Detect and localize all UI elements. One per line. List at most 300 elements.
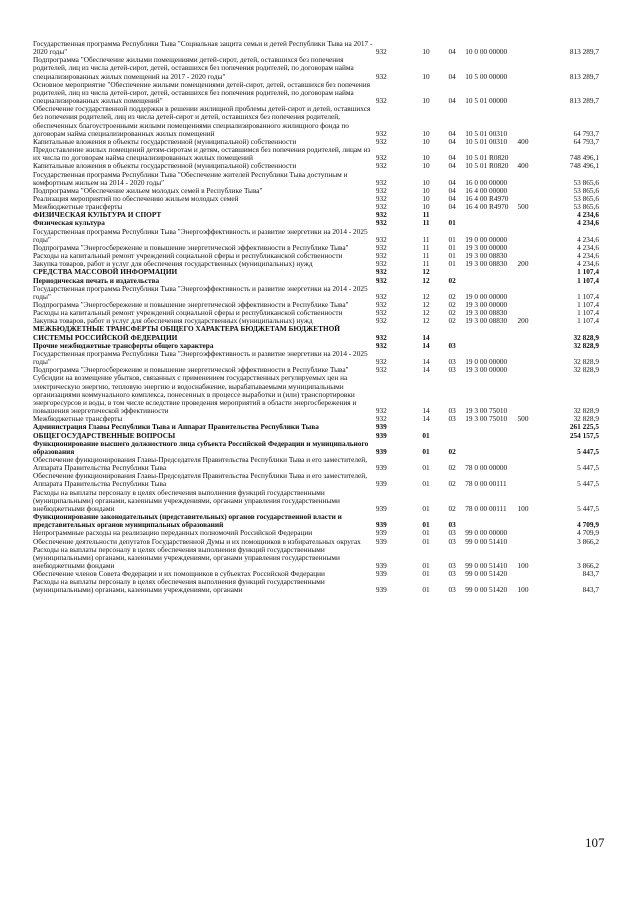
row-section-code: 10 <box>422 193 430 203</box>
row-amount: 3 866,2 <box>577 561 599 570</box>
table-row <box>33 456 599 472</box>
table-row <box>33 211 599 219</box>
row-subsection-code <box>439 432 465 440</box>
row-subsection-code: 02 <box>448 275 456 285</box>
row-amount: 1 107,4 <box>577 291 599 301</box>
row-section-code: 10 <box>422 202 430 212</box>
row-subsection-code: 04 <box>448 136 456 146</box>
row-section-code: 14 <box>422 340 430 350</box>
row-ministry-code: 932 <box>375 234 387 244</box>
row-expense-type <box>518 228 543 244</box>
row-ministry-code: 932 <box>375 357 387 367</box>
row-subsection-code: 04 <box>448 128 456 138</box>
row-expense-type <box>518 456 543 472</box>
row-subsection-code: 03 <box>448 528 456 538</box>
row-target-article: 19 3 00 75010 <box>465 406 508 416</box>
row-target-article: 19 0 00 00000 <box>465 357 508 367</box>
row-amount: 1 107,4 <box>577 300 599 309</box>
row-expense-type: 200 <box>517 316 529 326</box>
row-description: Расходы на выплаты персоналу в целях обеспечения выполнения функций государственными (муниципальными) органами, казенными учреждениями, органами управления государственными внебюджетными фондами <box>33 487 340 513</box>
row-subsection-code: 02 <box>448 316 456 326</box>
row-amount: 32 828,9 <box>573 414 599 424</box>
row-target-article: 16 4 00 00000 <box>465 185 508 195</box>
row-amount: 261 225,5 <box>569 422 599 432</box>
table-row <box>33 350 599 366</box>
row-subsection-code: 01 <box>448 242 456 252</box>
row-section-code: 10 <box>422 96 430 106</box>
budget-table-body <box>33 40 599 595</box>
row-subsection-code <box>439 325 465 341</box>
row-section-code: 14 <box>422 365 430 375</box>
row-target-article: 10 5 01 00310 <box>465 128 508 138</box>
row-target-article <box>465 423 517 431</box>
row-target-article: 10 5 01 00000 <box>465 96 508 106</box>
row-section-code: 11 <box>422 210 430 220</box>
row-amount: 64 793,7 <box>573 136 599 146</box>
row-ministry-code: 932 <box>375 365 387 375</box>
row-description: Непрограммные расходы на реализацию переданных полномочий Российской Федерации <box>33 528 313 538</box>
row-subsection-code: 02 <box>448 291 456 301</box>
row-expense-type: 100 <box>517 585 529 595</box>
row-amount: 748 496,1 <box>569 161 599 171</box>
row-target-article: 10 5 01 00310 <box>465 136 508 146</box>
row-subsection-code: 04 <box>448 47 456 57</box>
row-subsection-code: 03 <box>448 520 456 530</box>
row-ministry-code: 932 <box>375 136 387 146</box>
row-section-code: 14 <box>422 332 430 342</box>
row-section-code: 11 <box>422 242 430 252</box>
row-section-code: 01 <box>422 479 430 489</box>
row-description: Подпрограмма "Энергосбережение и повышение энергетической эффективности в Республике Тыва" <box>33 365 349 375</box>
row-section-code: 10 <box>422 153 430 163</box>
row-subsection-code: 01 <box>448 251 456 261</box>
row-section-code: 10 <box>422 71 430 81</box>
row-ministry-code: 932 <box>375 332 387 342</box>
row-description: МЕЖБЮДЖЕТНЫЕ ТРАНСФЕРТЫ ОБЩЕГО ХАРАКТЕРА БЮДЖЕТАМ БЮДЖЕТНОЙ СИСТЕМЫ РОССИЙСКОЙ ФЕДЕРАЦИИ <box>33 324 340 342</box>
table-row <box>33 40 599 56</box>
row-subsection-code: 03 <box>448 340 456 350</box>
row-subsection-code: 01 <box>448 218 456 228</box>
row-description: Закупка товаров, работ и услуг для обеспечения государственных (муниципальных) нужд <box>33 316 313 326</box>
row-description: Подпрограмма "Обеспечение жильем молодых семей в Республике Тыва" <box>33 185 263 195</box>
row-amount: 813 289,7 <box>569 71 599 81</box>
table-row <box>33 81 599 105</box>
row-section-code: 12 <box>422 316 430 326</box>
row-amount: 64 793,7 <box>573 128 599 138</box>
row-expense-type <box>518 342 543 350</box>
row-section-code: 11 <box>422 234 430 244</box>
row-section-code: 14 <box>422 414 430 424</box>
row-subsection-code: 02 <box>448 463 456 473</box>
row-subsection-code: 04 <box>448 193 456 203</box>
row-expense-type <box>518 513 543 529</box>
row-ministry-code: 932 <box>375 128 387 138</box>
row-ministry-code: 939 <box>375 569 387 579</box>
row-ministry-code: 932 <box>375 267 387 277</box>
row-amount: 5 447,5 <box>577 503 599 513</box>
row-subsection-code: 04 <box>448 185 456 195</box>
row-expense-type: 100 <box>517 503 529 513</box>
table-row <box>33 228 599 244</box>
row-target-article: 99 0 00 51420 <box>465 569 508 579</box>
table-row <box>33 146 599 162</box>
row-description: Обеспечение функционирования Главы-Председателя Правительства Республики Тыва и его заместителей, Аппарата Правительства Республики Тыва <box>33 471 368 489</box>
row-ministry-code: 932 <box>375 202 387 212</box>
row-expense-type <box>518 146 543 162</box>
row-description: Функционирование законодательных (представительных) органов государственной власти и представительных органов муниципальных образований <box>33 512 342 530</box>
row-amount: 4 234,6 <box>577 242 599 252</box>
row-subsection-code: 03 <box>448 365 456 375</box>
row-description: Подпрограмма "Энергосбережение и повышение энергетической эффективности в Республике Тыва" <box>33 300 349 309</box>
row-expense-type <box>518 40 543 56</box>
row-section-code: 10 <box>422 128 430 138</box>
row-subsection-code <box>439 423 465 431</box>
row-subsection-code: 04 <box>448 96 456 106</box>
row-expense-type: 500 <box>517 414 529 424</box>
row-expense-type <box>518 538 543 546</box>
row-amount: 813 289,7 <box>569 47 599 57</box>
row-subsection-code: 03 <box>448 569 456 579</box>
table-row <box>33 440 599 456</box>
row-section-code: 10 <box>422 161 430 171</box>
row-description: Расходы на капитальный ремонт учреждений социальной сферы и республиканской собственности <box>33 308 343 318</box>
row-description: Межбюджетные трансферты <box>33 414 123 424</box>
row-section-code: 11 <box>422 218 430 228</box>
row-amount: 1 107,4 <box>577 267 599 277</box>
row-amount: 813 289,7 <box>569 96 599 106</box>
row-subsection-code: 04 <box>448 177 456 187</box>
row-target-article: 78 0 00 00000 <box>465 463 508 473</box>
row-section-code: 10 <box>422 177 430 187</box>
row-ministry-code: 932 <box>375 185 387 195</box>
row-ministry-code: 939 <box>375 536 387 546</box>
row-target-article: 19 3 00 75010 <box>465 414 508 424</box>
row-ministry-code: 932 <box>375 193 387 203</box>
row-expense-type <box>518 81 543 105</box>
row-subsection-code: 03 <box>448 357 456 367</box>
row-subsection-code: 04 <box>448 153 456 163</box>
row-amount: 4 234,6 <box>577 210 599 220</box>
row-ministry-code: 932 <box>375 275 387 285</box>
row-section-code: 10 <box>422 185 430 195</box>
row-ministry-code: 939 <box>375 503 387 513</box>
row-amount: 3 866,2 <box>577 536 599 546</box>
row-expense-type <box>518 219 543 227</box>
row-target-article <box>465 211 517 219</box>
row-expense-type <box>518 529 543 537</box>
row-section-code: 12 <box>422 275 430 285</box>
table-row <box>33 325 599 341</box>
row-section-code: 10 <box>422 47 430 57</box>
row-expense-type: 500 <box>517 202 529 212</box>
row-description: Расходы на выплаты персоналу в целях обеспечения выполнения функций государственными (муниципальными) органами, казенными учреждениями, органами управления государственными внебюджетными фондами <box>33 544 340 570</box>
row-section-code: 01 <box>422 536 430 546</box>
row-target-article: 19 3 00 08830 <box>465 251 508 261</box>
row-description: Государственная программа Республики Тыва "Обеспечение жителей Республики Тыва доступным и комфортным жильем на 2014 - 2020 годы" <box>33 169 348 187</box>
row-ministry-code: 932 <box>375 308 387 318</box>
row-amount: 53 865,6 <box>573 177 599 187</box>
row-description: Периодическая печать и издательства <box>33 275 160 285</box>
row-amount: 32 828,9 <box>573 365 599 375</box>
row-subsection-code: 01 <box>448 259 456 269</box>
row-target-article: 19 0 00 00000 <box>465 234 508 244</box>
row-expense-type <box>518 374 543 415</box>
table-row <box>33 105 599 138</box>
row-section-code: 01 <box>422 561 430 570</box>
row-target-article: 10 5 01 R0820 <box>465 153 509 163</box>
row-target-article: 19 3 00 08830 <box>465 316 508 326</box>
table-row <box>33 472 599 488</box>
row-expense-type <box>518 301 543 309</box>
row-target-article: 19 3 00 00000 <box>465 300 508 309</box>
row-expense-type <box>518 244 543 252</box>
row-amount: 4 234,6 <box>577 234 599 244</box>
row-section-code: 14 <box>422 406 430 416</box>
row-amount: 53 865,6 <box>573 202 599 212</box>
row-ministry-code: 939 <box>375 446 387 456</box>
row-ministry-code: 932 <box>375 242 387 252</box>
row-amount: 32 828,9 <box>573 340 599 350</box>
row-section-code: 01 <box>422 503 430 513</box>
row-section-code: 12 <box>422 291 430 301</box>
row-ministry-code: 932 <box>375 210 387 220</box>
row-section-code: 01 <box>422 585 430 595</box>
row-description: Субсидии на возмещение убытков, связанных с применением государственных регулируемых цен на электрическую энергию, тепловую энергию и водоснабжение, вырабатываемыми муниципальными организациями коммунального комплекса, понесенных в процессе выработки и (или) транспортировки энергоресурсов и воды, в том числе вследствие проведения мероприятий в области энергосбережения и повышения энергетической эффективности <box>33 373 357 416</box>
row-amount: 1 107,4 <box>577 316 599 326</box>
row-expense-type: 200 <box>517 259 529 269</box>
row-target-article: 10 5 00 00000 <box>465 71 508 81</box>
row-ministry-code: 932 <box>375 161 387 171</box>
row-amount: 843,7 <box>582 585 599 595</box>
row-description: Реализация мероприятий по обеспечению жильем молодых семей <box>33 193 239 203</box>
row-ministry-code: 932 <box>375 251 387 261</box>
row-ministry-code: 932 <box>375 177 387 187</box>
row-section-code: 10 <box>422 136 430 146</box>
row-expense-type <box>518 440 543 456</box>
row-target-article: 19 0 00 00000 <box>465 291 508 301</box>
row-expense-type <box>518 350 543 366</box>
row-subsection-code: 03 <box>448 536 456 546</box>
row-subsection-code: 03 <box>448 561 456 570</box>
row-description: Обеспечение членов Совета Федерации и их помощников в субъектах Российской Федерации <box>33 569 325 579</box>
row-target-article: 19 3 00 08830 <box>465 308 508 318</box>
row-section-code: 14 <box>422 357 430 367</box>
table-row <box>33 489 599 513</box>
row-ministry-code: 932 <box>375 300 387 309</box>
row-section-code: 01 <box>422 463 430 473</box>
row-target-article <box>465 325 517 341</box>
row-target-article: 19 3 00 08830 <box>465 259 508 269</box>
row-expense-type <box>518 325 543 341</box>
row-subsection-code: 04 <box>448 202 456 212</box>
row-subsection-code: 03 <box>448 414 456 424</box>
row-section-code: 01 <box>422 446 430 456</box>
row-description: Обеспечение функционирования Главы-Председателя Правительства Республики Тыва и его заместителей, Аппарата Правительства Республики Тыва <box>33 454 368 473</box>
row-expense-type <box>518 56 543 80</box>
row-description: Подпрограмма "Обеспечение жилыми помещениями детей-сирот, детей, оставшихся без попечения родителей, лиц из числа детей-сирот, детей, оставшихся без попечения родителей, по договорам найма специализированных жилых помещений на 2017 - 2020 годы" <box>33 55 354 81</box>
row-description: СРЕДСТВА МАССОВОЙ ИНФОРМАЦИИ <box>33 267 178 277</box>
row-expense-type <box>518 432 543 440</box>
row-amount: 4 709,9 <box>577 528 599 538</box>
row-ministry-code: 939 <box>375 430 387 440</box>
row-target-article <box>465 432 517 440</box>
row-amount: 4 234,6 <box>577 259 599 269</box>
row-description: Капитальные вложения в объекты государственной (муниципальной) собственности <box>33 136 297 146</box>
row-target-article: 78 0 00 00111 <box>465 503 507 513</box>
row-section-code: 11 <box>422 259 430 269</box>
table-row <box>33 513 599 529</box>
row-section-code: 12 <box>422 267 430 277</box>
row-description: Администрация Главы Республики Тыва и Аппарат Правительства Республики Тыва <box>33 422 319 432</box>
row-description: Межбюджетные трансферты <box>33 202 123 212</box>
row-description: Подпрограмма "Энергосбережение и повышение энергетической эффективности в Республике Тыва" <box>33 242 349 252</box>
row-ministry-code: 932 <box>375 153 387 163</box>
row-ministry-code: 932 <box>375 259 387 269</box>
row-ministry-code: 939 <box>375 463 387 473</box>
row-target-article: 10 5 01 R0820 <box>465 161 509 171</box>
row-expense-type <box>518 277 543 285</box>
row-target-article: 16 4 00 R4970 <box>465 202 509 212</box>
row-amount: 5 447,5 <box>577 463 599 473</box>
row-description: Обеспечение государственной поддержки в решении жилищной проблемы детей-сирот и детей, оставшихся без попечения родителей, лиц из числа детей-сирот и детей, оставшихся без попечения родителей, обеспеченных благоустроенными жилыми помещениями специализированного жилищного фонда по договорам найма специализированных жилых помещений <box>33 104 371 138</box>
row-target-article: 19 3 00 00000 <box>465 242 508 252</box>
row-amount: 748 496,1 <box>569 153 599 163</box>
row-description: Функционирование высшего должностного лица субъекта Российской Федерации и муниципального образования <box>33 438 369 456</box>
row-expense-type <box>518 211 543 219</box>
row-ministry-code: 939 <box>375 520 387 530</box>
table-row <box>33 374 599 415</box>
row-amount: 32 828,9 <box>573 332 599 342</box>
row-ministry-code: 932 <box>375 96 387 106</box>
row-ministry-code: 932 <box>375 406 387 416</box>
row-ministry-code: 939 <box>375 585 387 595</box>
row-description: Обеспечение деятельности депутатов Государственной Думы и их помощников в избирательных округах <box>33 536 361 546</box>
row-description: Расходы на выплаты персоналу в целях обеспечения выполнения функций государственными (муниципальными) органами, казенными учреждениями, органами <box>33 577 325 595</box>
row-target-article <box>465 440 517 456</box>
row-target-article <box>465 268 517 276</box>
table-row <box>33 285 599 301</box>
row-target-article <box>465 342 517 350</box>
row-expense-type <box>518 285 543 301</box>
row-ministry-code: 939 <box>375 528 387 538</box>
row-amount: 5 447,5 <box>577 479 599 489</box>
row-description: Государственная программа Республики Тыва "Энергоэффективность и развитие энергетики на 2014 - 2025 годы" <box>33 348 368 367</box>
row-description: Прочие межбюджетные трансферты общего характера <box>33 340 214 350</box>
row-description: Государственная программа Республики Тыва "Энергоэффективность и развитие энергетики на 2014 - 2025 годы" <box>33 283 368 301</box>
row-ministry-code: 939 <box>375 479 387 489</box>
row-amount: 53 865,6 <box>573 185 599 195</box>
row-ministry-code: 932 <box>375 291 387 301</box>
row-section-code: 12 <box>422 300 430 309</box>
table-row <box>33 546 599 570</box>
row-description: ОБЩЕГОСУДАРСТВЕННЫЕ ВОПРОСЫ <box>33 430 176 440</box>
row-ministry-code: 939 <box>375 561 387 570</box>
row-expense-type <box>518 105 543 138</box>
row-amount: 1 107,4 <box>577 308 599 318</box>
row-subsection-code: 02 <box>448 503 456 513</box>
row-target-article: 16 4 00 R4970 <box>465 193 509 203</box>
table-row <box>33 171 599 187</box>
row-subsection-code: 04 <box>448 71 456 81</box>
row-section-code: 01 <box>422 430 430 440</box>
row-amount: 5 447,5 <box>577 446 599 456</box>
row-amount: 32 828,9 <box>573 357 599 367</box>
row-target-article <box>465 277 517 285</box>
row-section-code: 11 <box>422 251 430 261</box>
row-expense-type: 400 <box>517 136 529 146</box>
row-description: Предоставление жилых помещений детям-сиротам и детям, оставшимся без попечения родителей, лицам из их числа по договорам найма специализированных жилых помещений <box>33 145 371 163</box>
row-target-article: 10 0 00 00000 <box>465 47 508 57</box>
row-section-code: 01 <box>422 528 430 538</box>
row-subsection-code: 02 <box>448 446 456 456</box>
row-expense-type <box>518 268 543 276</box>
row-amount: 254 157,5 <box>569 430 599 440</box>
row-target-article: 99 0 00 51410 <box>465 561 508 570</box>
row-description: Закупка товаров, работ и услуг для обеспечения государственных (муниципальных) нужд <box>33 259 313 269</box>
row-target-article: 19 3 00 00000 <box>465 365 508 375</box>
row-expense-type: 400 <box>517 161 529 171</box>
page-number: 107 <box>585 835 605 850</box>
row-target-article: 99 0 00 51420 <box>465 585 508 595</box>
row-expense-type <box>518 366 543 374</box>
row-amount: 4 234,6 <box>577 218 599 228</box>
row-subsection-code: 01 <box>448 234 456 244</box>
row-ministry-code: 932 <box>375 414 387 424</box>
row-amount: 32 828,9 <box>573 406 599 416</box>
row-target-article <box>465 513 517 529</box>
row-target-article: 16 0 00 00000 <box>465 177 508 187</box>
row-subsection-code: 02 <box>448 308 456 318</box>
row-description: Капитальные вложения в объекты государственной (муниципальной) собственности <box>33 161 297 171</box>
row-subsection-code: 03 <box>448 406 456 416</box>
row-amount: 1 107,4 <box>577 275 599 285</box>
row-ministry-code: 932 <box>375 316 387 326</box>
row-description: Государственная программа Республики Тыва "Социальная защита семьи и детей Республики Тыва на 2017 - 2020 годы" <box>33 39 373 57</box>
row-subsection-code: 02 <box>448 300 456 309</box>
row-expense-type <box>518 171 543 187</box>
row-ministry-code: 932 <box>375 218 387 228</box>
row-subsection-code: 04 <box>448 161 456 171</box>
row-amount: 4 234,6 <box>577 251 599 261</box>
row-expense-type <box>518 472 543 488</box>
row-target-article: 99 0 00 51410 <box>465 536 508 546</box>
row-expense-type <box>518 423 543 431</box>
row-description: ФИЗИЧЕСКАЯ КУЛЬТУРА И СПОРТ <box>33 210 162 220</box>
row-amount: 53 865,6 <box>573 193 599 203</box>
table-row <box>33 578 599 594</box>
row-description: Расходы на капитальный ремонт учреждений социальной сферы и республиканской собственности <box>33 251 343 261</box>
row-target-article <box>465 219 517 227</box>
row-section-code: 12 <box>422 308 430 318</box>
row-target-article: 78 0 00 00111 <box>465 479 507 489</box>
row-amount: 4 709,9 <box>577 520 599 530</box>
row-description: Физическая культура <box>33 218 105 228</box>
row-target-article: 99 0 00 00000 <box>465 528 508 538</box>
row-ministry-code: 932 <box>375 340 387 350</box>
row-section-code: 01 <box>422 569 430 579</box>
row-description: Основное мероприятие "Обеспечение жилыми помещениями детей-сирот, детей, оставшихся без попечения родителей, лиц из числа детей-сирот, детей, оставшихся без попечения родителей, по договорам найма специализированных жилых помещений" <box>33 79 371 106</box>
table-row <box>33 56 599 80</box>
budget-table <box>33 40 599 595</box>
row-ministry-code: 932 <box>375 71 387 81</box>
row-expense-type: 100 <box>517 561 529 570</box>
row-amount: 843,7 <box>582 569 599 579</box>
row-subsection-code: 02 <box>448 479 456 489</box>
row-subsection-code: 03 <box>448 585 456 595</box>
row-ministry-code: 939 <box>375 422 387 432</box>
row-expense-type <box>518 570 543 578</box>
row-description: Государственная программа Республики Тыва "Энергоэффективность и развитие энергетики на 2014 - 2025 годы" <box>33 226 368 244</box>
